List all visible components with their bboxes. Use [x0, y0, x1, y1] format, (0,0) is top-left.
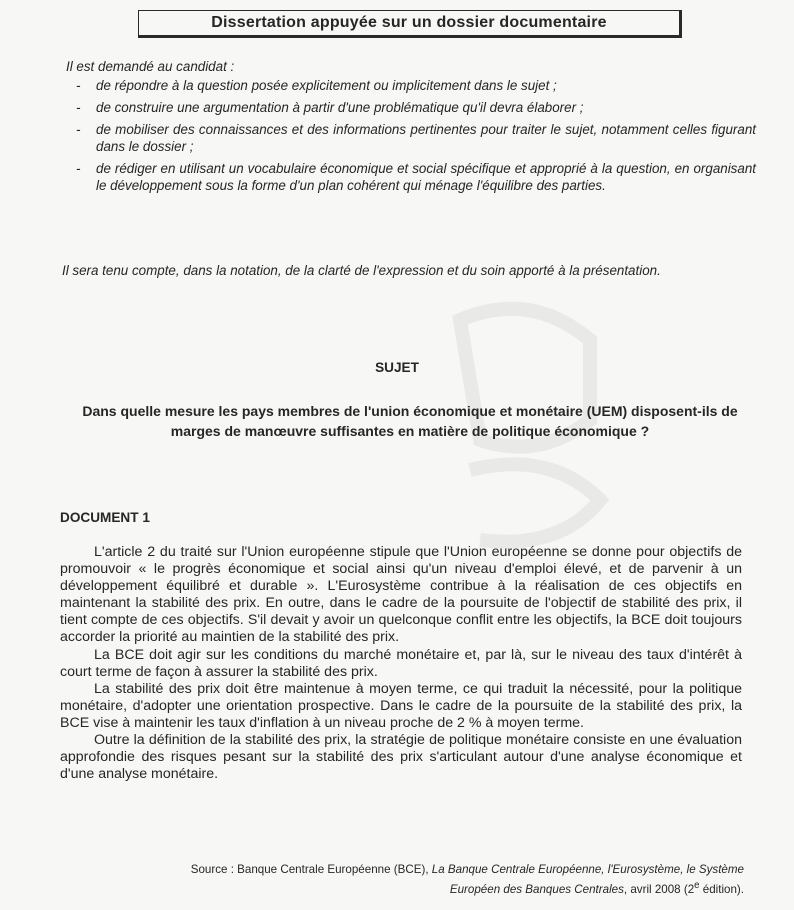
instructions-block [66, 58, 756, 199]
document-heading: DOCUMENT 1 [60, 510, 150, 525]
instruction-text: de répondre à la question posée explicitement ou implicitement dans le sujet ; [96, 78, 557, 93]
dash-bullet: - [76, 122, 81, 137]
page-title: Dissertation appuyée sur un dossier documentaire [211, 14, 607, 31]
document-paragraph: La stabilité des prix doit être maintenue à moyen terme, ce qui traduit la nécessité, pour la politique monétaire, d'adopter une orientation prospective. Dans le cadre de la poursuite de la stabilité des prix, la BCE vise à maintenir les taux d'inflation à un niveau proche de 2 % à moyen terme. [60, 680, 742, 731]
dash-bullet: - [76, 161, 81, 176]
source-prefix: Source : Banque Centrale Européenne (BCE), [190, 863, 432, 876]
source-edition-end: édition). [699, 882, 744, 896]
instruction-item [66, 160, 756, 194]
instruction-text: de construire une argumentation à partir d'une problématique qu'il devra élaborer ; [96, 100, 584, 115]
grading-note: Il sera tenu compte, dans la notation, de la clarté de l'expression et du soin apporté à la présentation. [62, 263, 661, 278]
dash-bullet: - [76, 100, 81, 115]
instruction-text: de mobiliser des connaissances et des informations pertinentes pour traiter le sujet, notamment celles figurant dans le dossier ; [96, 122, 756, 154]
dash-bullet: - [76, 78, 81, 93]
instruction-text: de rédiger en utilisant un vocabulaire économique et social spécifique et approprié à la question, en organisant le développement sous la forme d'un plan cohérent qui ménage l'équilibre des parties. [96, 161, 756, 193]
subject-question: Dans quelle mesure les pays membres de l'union économique et monétaire (UEM) disposent-ils de marges de manœuvre suffisantes en matière de politique économique ? [82, 403, 738, 439]
document-source [144, 862, 744, 898]
page-title-box [138, 10, 682, 38]
instructions-intro: Il est demandé au candidat : [66, 59, 235, 74]
source-title: La Banque Centrale Européenne, l'Eurosystème, le Système Européen des Banques Centrales [431, 863, 744, 896]
document-paragraph: Outre la définition de la stabilité des prix, la stratégie de politique monétaire consiste en une évaluation approfondie des risques pesant sur la stabilité des prix s'articulant autour d'une analyse économique et d'une analyse monétaire. [60, 732, 742, 783]
instruction-item [66, 77, 756, 94]
subject-heading: SUJET [375, 360, 419, 375]
source-edition-sup: e [694, 880, 700, 891]
instruction-item [66, 121, 756, 155]
document-paragraph: L'article 2 du traité sur l'Union européenne stipule que l'Union européenne se donne pour objectifs de promouvoir « le progrès économique et social ainsi qu'un niveau d'emploi élevé, et de parvenir à un développement équilibré et durable ». L'Eurosystème contribue à la réalisation de ces objectifs en maintenant la stabilité des prix. En outre, dans le cadre de la poursuite de l'objectif de stabilité des prix, il tient compte de ces objectifs. S'il devait y avoir un quelconque conflit entre les objectifs, la BCE doit toujours accorder la priorité au maintien de la stabilité des prix. [60, 544, 742, 646]
instruction-item [66, 99, 756, 116]
source-suffix: , avril 2008 (2 [623, 882, 695, 896]
document-body [60, 544, 742, 783]
document-paragraph: La BCE doit agir sur les conditions du marché monétaire et, par là, sur le niveau des taux d'intérêt à court terme de façon à assurer la stabilité des prix. [60, 646, 742, 680]
instructions-list [66, 77, 756, 194]
